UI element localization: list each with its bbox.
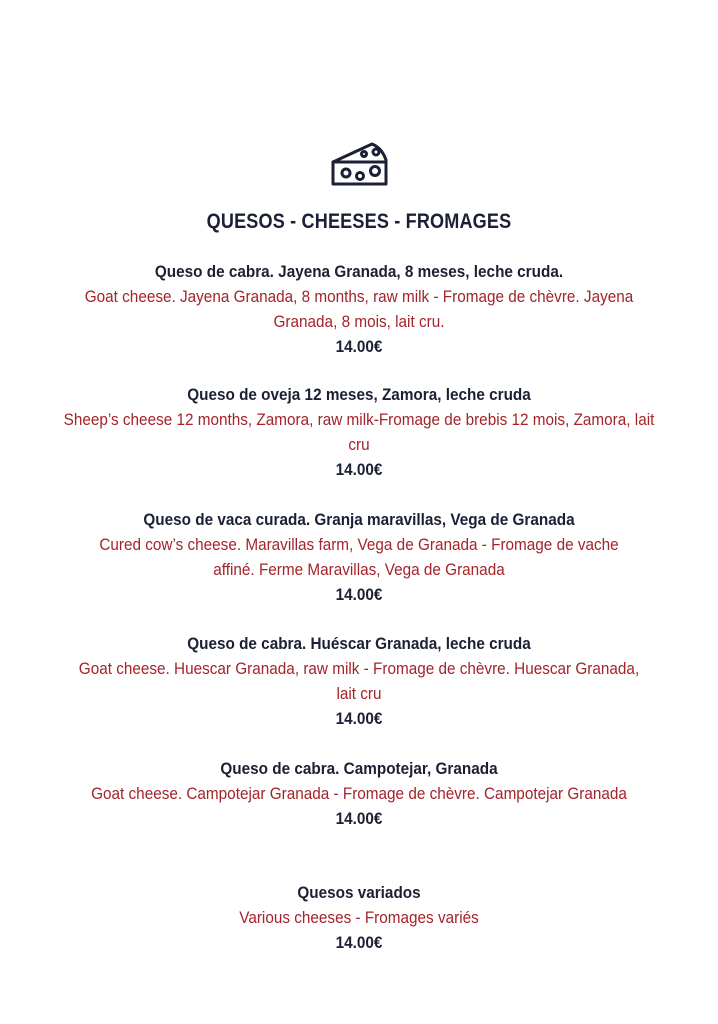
menu-item-price: 14.00€ [335, 337, 383, 356]
menu-item-price: 14.00€ [335, 709, 383, 728]
menu-item-price: 14.00€ [335, 460, 383, 479]
menu-item [40, 631, 678, 731]
menu-item-description: Sheep’s cheese 12 months, Zamora, raw milk-Fromage de brebis 12 mois, Zamora, lait cru [63, 410, 655, 454]
menu-item-name: Quesos variados [297, 883, 421, 902]
menu-item-name: Queso de cabra. Campotejar, Granada [220, 759, 498, 778]
menu-item-price: 14.00€ [335, 585, 383, 604]
menu-item [40, 382, 678, 482]
menu-item-description: Various cheeses - Fromages variés [239, 908, 479, 927]
menu-item-description: Goat cheese. Campotejar Granada - Fromage de chèvre. Campotejar Granada [91, 784, 627, 803]
menu-item [40, 259, 678, 359]
menu-item-price: 14.00€ [335, 809, 383, 828]
menu-item [40, 507, 678, 607]
menu-section-title: QUESOS - CHEESES - FROMAGES [206, 210, 512, 233]
menu-item-name: Queso de vaca curada. Granja maravillas, Vega de Granada [143, 510, 575, 529]
menu-item [40, 880, 678, 955]
cheese-icon [330, 140, 390, 190]
menu-item [40, 756, 678, 831]
menu-item-name: Queso de cabra. Huéscar Granada, leche cruda [187, 634, 531, 653]
menu-item-name: Queso de oveja 12 meses, Zamora, leche cruda [187, 385, 531, 404]
menu-item-price: 14.00€ [335, 933, 383, 952]
menu-item-name: Queso de cabra. Jayena Granada, 8 meses, leche cruda. [154, 262, 564, 281]
menu-item-description: Goat cheese. Huescar Granada, raw milk - Fromage de chèvre. Huescar Granada, lait cru [78, 659, 640, 703]
menu-item-description: Cured cow’s cheese. Maravillas farm, Vega de Granada - Fromage de vache affiné. Ferme Maravillas, Vega de Granada [99, 535, 619, 579]
menu-item-description: Goat cheese. Jayena Granada, 8 months, raw milk - Fromage de chèvre. Jayena Granada, 8 mois, lait cru. [84, 287, 634, 331]
